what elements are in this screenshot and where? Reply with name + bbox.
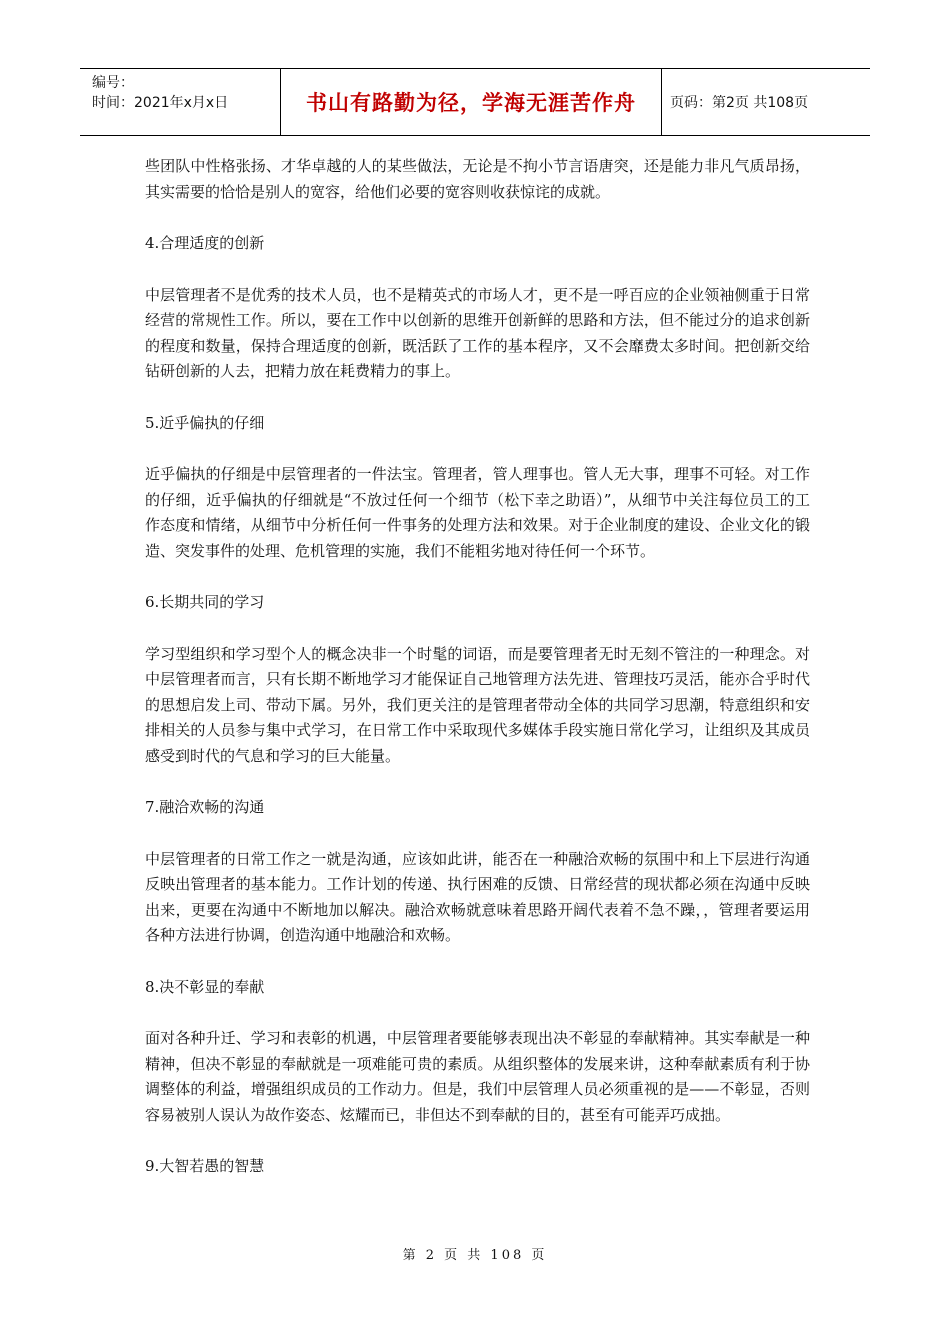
- header-meta: [80, 69, 280, 135]
- section-paragraph: 面对各种升迁、学习和表彰的机遇，中层管理者要能够表现出决不彰显的奉献精神。其实奉献是一种精神，但决不彰显的奉献就是一项难能可贵的素质。从组织整体的发展来讲，这种奉献素质有利于协调整体的利益，增强组织成员的工作动力。但是，我们中层管理人员必须重视的是——不彰显，否则容易被别人误认为故作姿态、炫耀而已，非但达不到奉献的目的，甚至有可能弄巧成拙。: [145, 1029, 810, 1124]
- header-page-info: 页码：第2页 共108页: [670, 95, 809, 111]
- section-heading: 4.合理适度的创新: [145, 234, 265, 252]
- section-paragraph: 学习型组织和学习型个人的概念决非一个时髦的词语，而是要管理者无时无刻不管注的一种理念。对中层管理者而言，只有长期不断地学习才能保证自己地管理方法先进、管理技巧灵活，能亦合乎时代的思想启发上司、带动下属。另外，我们更关注的是管理者带动全体的共同学习思潮，特意组织和安排相关的人员参与集中式学习，在日常工作中采取现代多媒体手段实施日常化学习，让组织及其成员感受到时代的气息和学习的巨大能量。: [145, 644, 810, 765]
- header-slogan: 书山有路勤为径，学海无涯苦作舟: [306, 91, 636, 115]
- section-paragraph: 近乎偏执的仔细是中层管理者的一件法宝。管理者，管人理事也。管人无大事，理事不可轻。对工作的仔细，近乎偏执的仔细就是“不放过任何一个细节（松下幸之助语）”，从细节中关注每位员工的工作态度和情绪，从细节中分析任何一件事务的处理方法和效果。对于企业制度的建设、企业文化的锻造、突发事件的处理、危机管理的实施，我们不能粗劣地对待任何一个环节。: [145, 465, 810, 560]
- intro-paragraph: 些团队中性格张扬、才华卓越的人的某些做法，无论是不拘小节言语唐突，还是能力非凡气质昂扬，其实需要的恰恰是别人的宽容，给他们必要的宽容则收获惊诧的成就。: [145, 157, 810, 201]
- section-heading: 8.决不彰显的奉献: [145, 977, 265, 996]
- number-label: 编号：: [92, 75, 134, 91]
- page-footer: 第 2 页 共 108 页: [402, 1248, 548, 1263]
- section-heading: 6.长期共同的学习: [145, 593, 265, 611]
- section-heading: 9.大智若愚的智慧: [145, 1157, 265, 1175]
- section-paragraph: 中层管理者不是优秀的技术人员，也不是精英式的市场人才，更不是一呼百应的企业领袖侧重于日常经营的常规性工作。所以，要在工作中以创新的思维开创新鲜的思路和方法，但不能过分的追求创新的程度和数量，保持合理适度的创新，既活跃了工作的基本程序，又不会靡费太多时间。把创新交给钻研创新的人去，把精力放在耗费精力的事上。: [145, 285, 810, 380]
- section-heading: 7.融洽欢畅的沟通: [145, 798, 265, 816]
- page-header: [80, 68, 870, 136]
- section-heading: 5.近乎偏执的仔细: [145, 413, 265, 432]
- section-paragraph: 中层管理者的日常工作之一就是沟通，应该如此讲，能否在一种融洽欢畅的氛围中和上下层进行沟通反映出管理者的基本能力。工作计划的传递、执行困难的反馈、日常经营的现状都必须在沟通中反映出来，更要在沟通中不断地加以解决。融洽欢畅就意味着思路开阔代表着不急不躁，，管理者要运用各种方法进行协调，创造沟通中地融洽和欢畅。: [145, 849, 810, 944]
- document-body: [145, 154, 810, 1206]
- date-label: 时间：2021年x月x日: [92, 95, 229, 111]
